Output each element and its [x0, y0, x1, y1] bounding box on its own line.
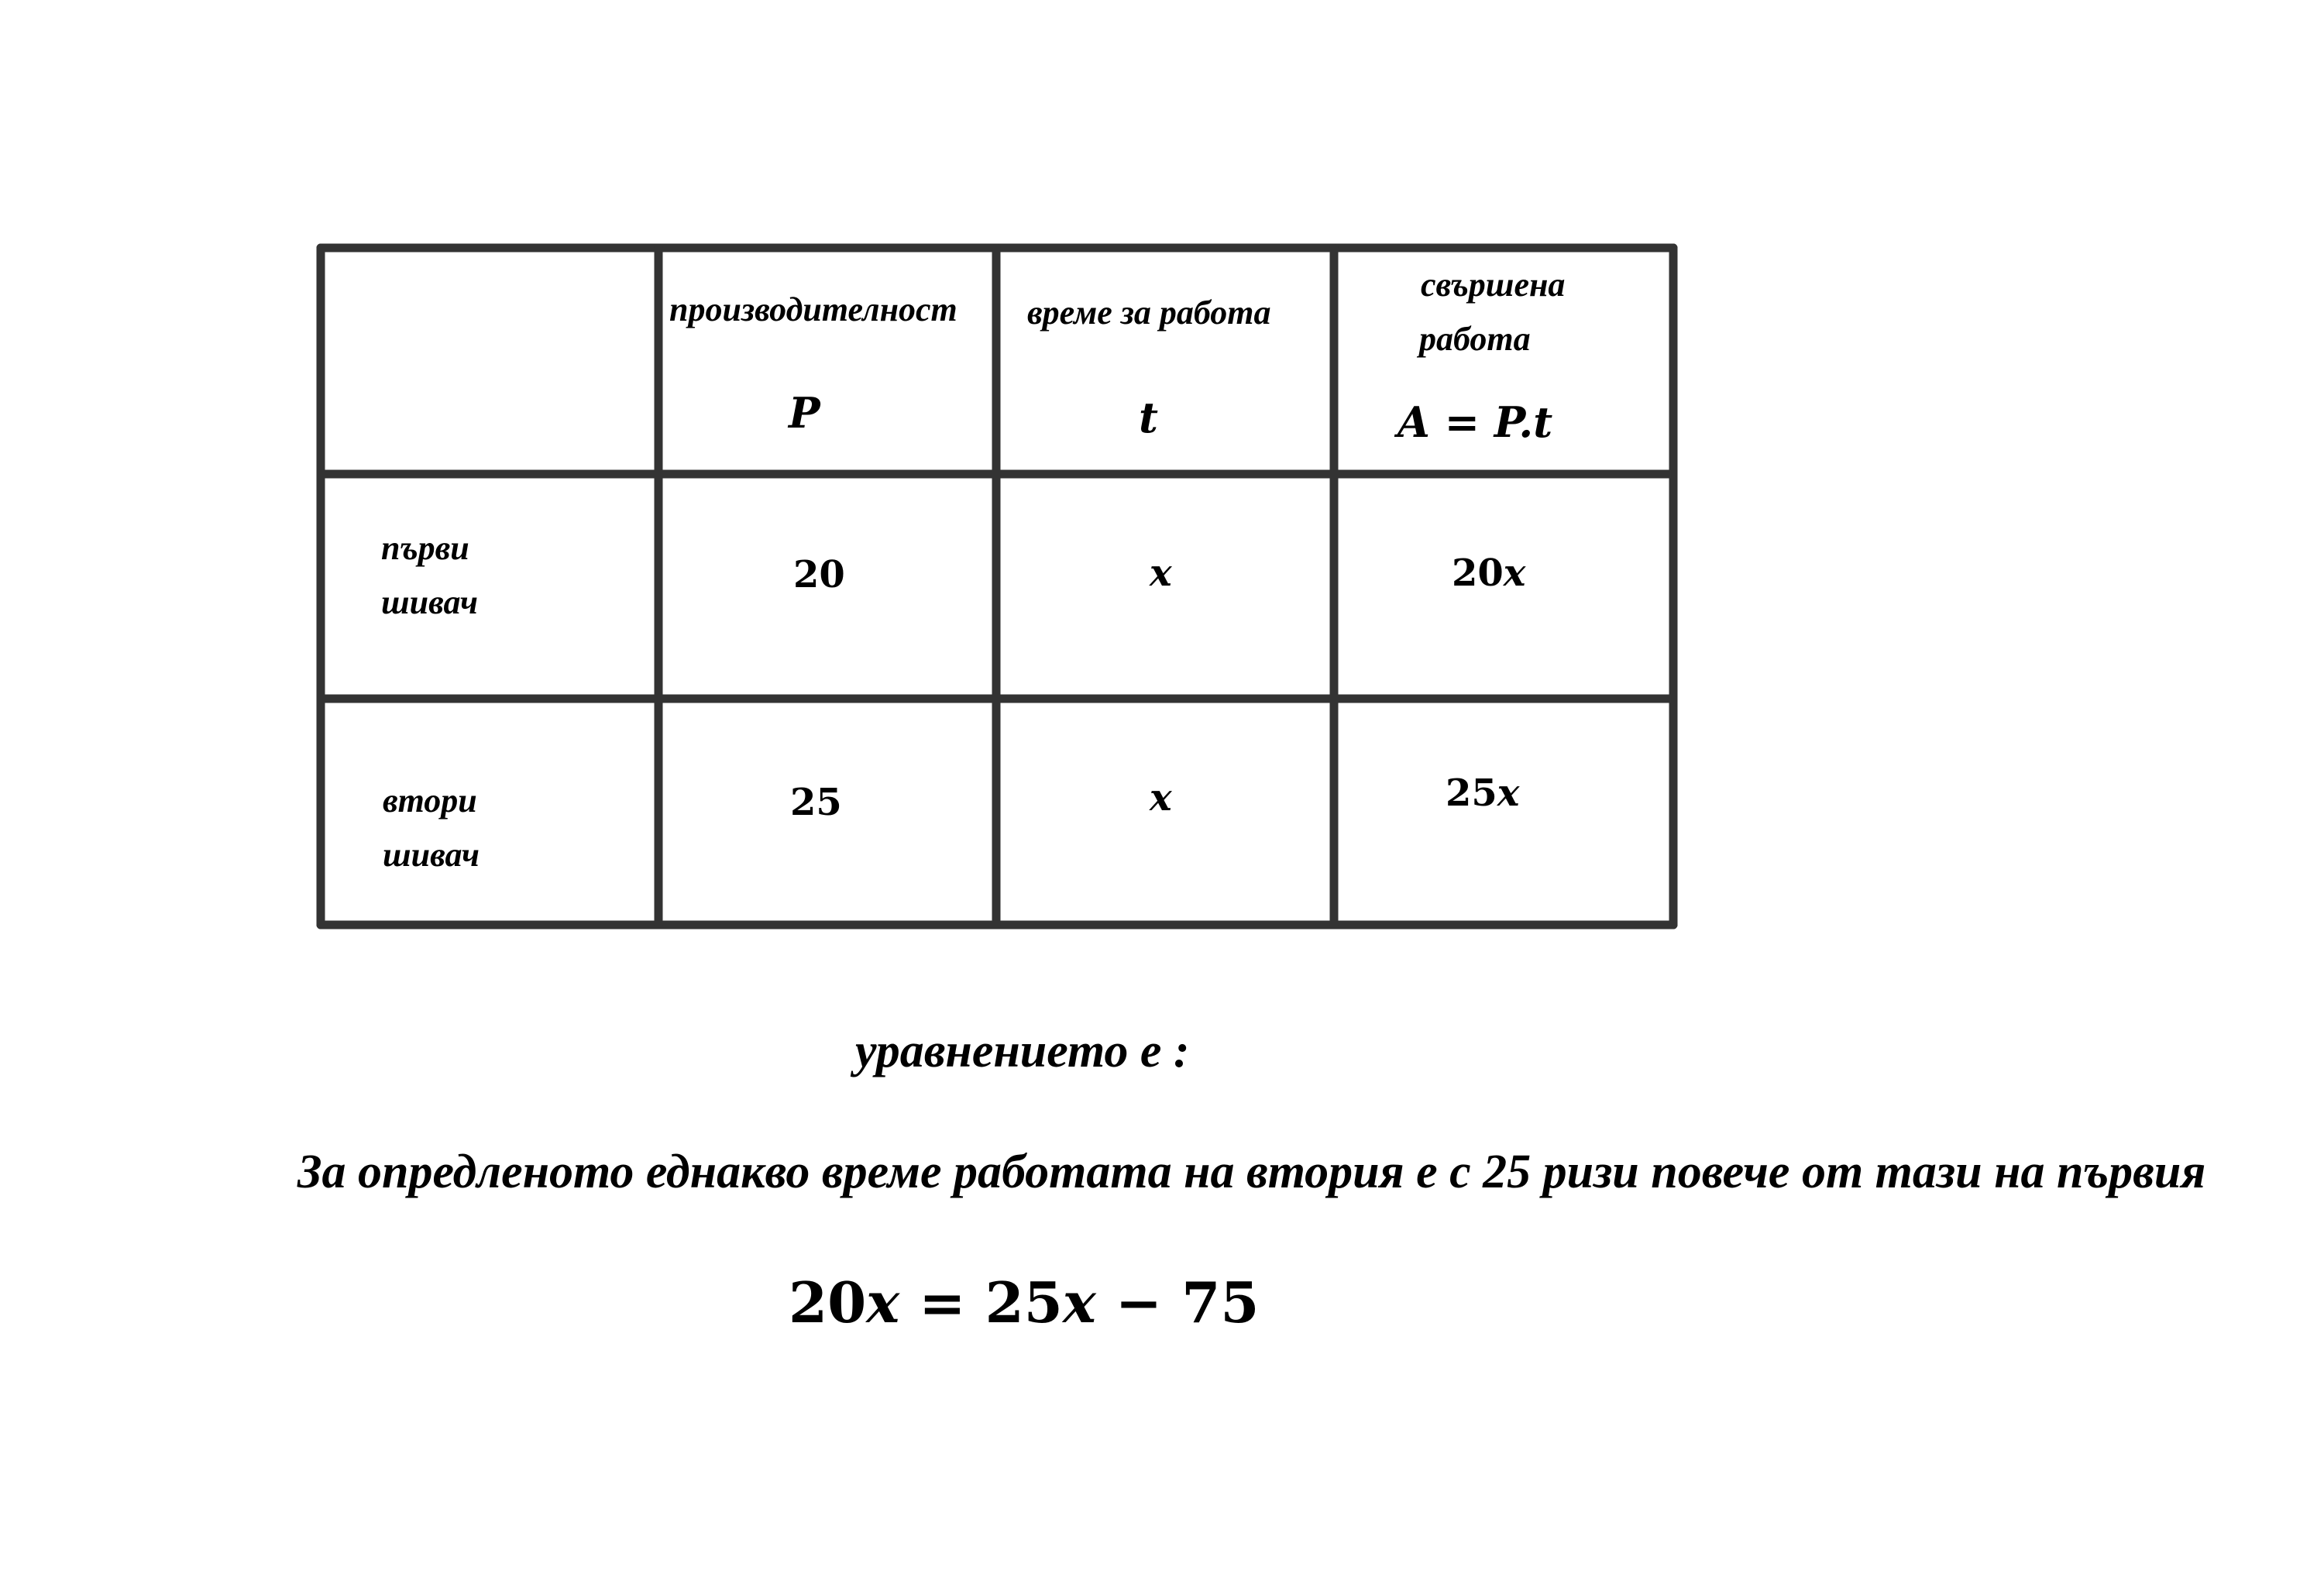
header-work-done-formula: A = P.t: [1397, 397, 1553, 447]
header-work-time: време за работа: [1027, 294, 1271, 332]
header-productivity-symbol: P: [789, 388, 820, 438]
row2-work: 25x: [1446, 771, 1520, 815]
row2-productivity: 25: [790, 781, 842, 824]
header-work-done-line2: работа: [1419, 320, 1531, 358]
problem-statement: За опредленото еднакво време работата на втория е с 25 ризи повече от тази на първия: [297, 1146, 2206, 1198]
header-work-time-symbol: t: [1139, 393, 1158, 442]
row1-label-line2: шивач: [381, 583, 478, 621]
row1-time: x: [1150, 552, 1172, 595]
equation: 20x = 25x − 75: [789, 1270, 1260, 1335]
row1-work: 20x: [1452, 552, 1526, 595]
equation-caption: уравнението е :: [855, 1025, 1190, 1077]
row1-label-line1: първи: [381, 529, 469, 567]
header-productivity: производителност: [669, 290, 957, 328]
row2-label-line2: шивач: [383, 836, 480, 874]
row2-label-line1: втори: [383, 782, 477, 820]
row2-time: x: [1150, 776, 1172, 820]
header-work-done-line1: свършена: [1421, 266, 1566, 304]
row1-productivity: 20: [793, 553, 845, 596]
